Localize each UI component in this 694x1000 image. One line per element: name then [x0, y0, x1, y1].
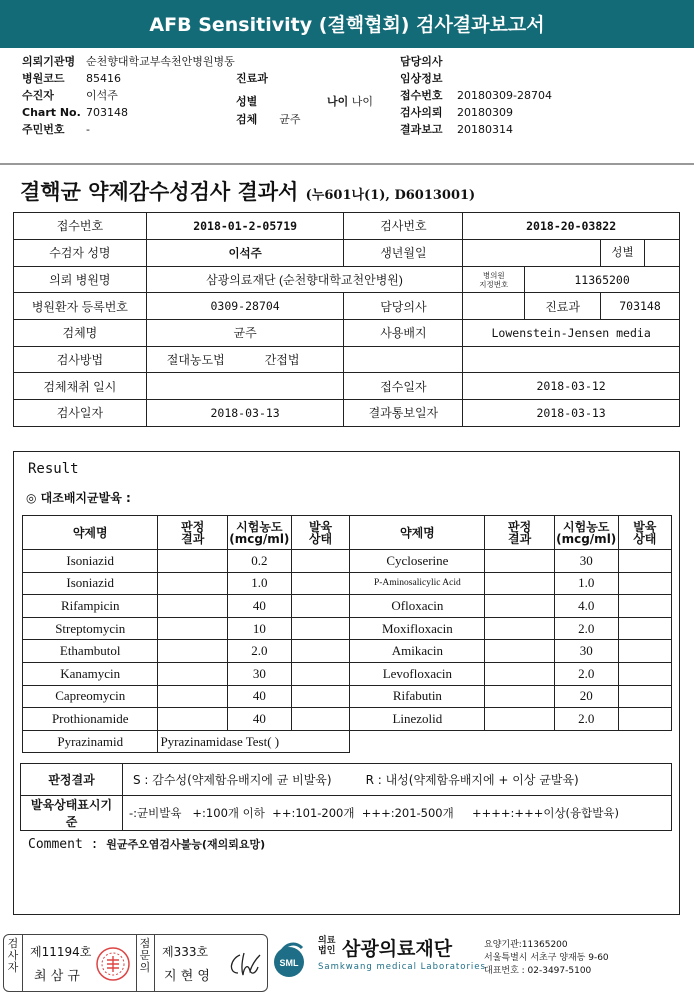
tested-value: 2018-03-13 [146, 400, 344, 427]
pza-name: Pyrazinamid [23, 730, 158, 753]
control-growth-label: ◎ 대조배지균발육 : [26, 491, 131, 505]
drug-name: Amikacin [350, 640, 485, 663]
age-field [327, 94, 373, 110]
label-resident-no: 주민번호 [22, 123, 65, 136]
inspector-seal-icon [94, 945, 132, 983]
value-requested: 20180309 [457, 106, 513, 119]
reg-no-label: 병원환자 등록번호 [14, 293, 147, 320]
method-indirect: 간접법 [264, 353, 300, 368]
doctor-value [463, 293, 525, 320]
specimen-name-label: 검체명 [14, 320, 147, 347]
judge-legend-label: 판정결과 [21, 764, 123, 796]
method-values [146, 346, 344, 373]
drug-judge [485, 572, 555, 595]
drug-name: Capreomycin [23, 685, 158, 708]
drug-row [23, 595, 672, 618]
comment-text: 원균주오염검사불능(재의뢰요망) [106, 838, 266, 851]
drug-growth [618, 640, 671, 663]
header-growth-left: 발육 상태 [291, 516, 350, 550]
method-empty-1 [344, 346, 463, 373]
sig-divider-2 [136, 935, 137, 991]
corp-label: 의료 법인 [318, 936, 336, 956]
notified-label: 결과통보일자 [344, 400, 463, 427]
drug-name: Ethambutol [23, 640, 158, 663]
drug-growth [291, 685, 350, 708]
header-info-right [400, 54, 552, 138]
patient-name-label: 수검자 성명 [14, 239, 147, 266]
inspector-label [6, 938, 20, 974]
drug-row [23, 685, 672, 708]
inspector-no: 제11194호 [30, 945, 92, 959]
drug-sensitivity-table [22, 515, 672, 753]
drug-growth [618, 708, 671, 731]
drug-conc: 30 [554, 640, 618, 663]
dept-value: 703148 [601, 293, 680, 320]
hospital-label: 의뢰 병원명 [14, 266, 147, 293]
drug-name: P-Aminosalicylic Acid [350, 572, 485, 595]
drug-judge [485, 708, 555, 731]
drug-conc: 40 [227, 595, 291, 618]
drug-conc: 2.0 [554, 708, 618, 731]
header-drug-right: 약제명 [350, 516, 485, 550]
pathologist-label-text: 점문의 [139, 937, 151, 974]
foundation-logo-icon [272, 938, 310, 982]
drug-judge [158, 572, 228, 595]
label-sex: 성별 [236, 95, 258, 108]
test-no-value: 2018-20-03822 [463, 213, 680, 240]
drug-growth [291, 708, 350, 731]
label-dept: 진료과 [236, 72, 268, 85]
foundation-contact [484, 939, 609, 978]
header-growth-right: 발육 상태 [618, 516, 671, 550]
drug-conc: 4.0 [554, 595, 618, 618]
document-code: (누601나(1), D6013001) [305, 188, 476, 203]
document-title [20, 176, 475, 206]
drug-judge [158, 640, 228, 663]
drug-row [23, 550, 672, 573]
label-clinical-info: 임상정보 [400, 72, 443, 85]
drug-judge [158, 550, 228, 573]
inspector-label-text: 검사자 [7, 937, 19, 974]
pza-empty [350, 730, 672, 753]
drug-judge [158, 662, 228, 685]
drug-conc: 40 [227, 685, 291, 708]
header-info-left [22, 54, 235, 138]
drug-row [23, 572, 672, 595]
foundation-tel: 대표번호 : 02-3497-5100 [484, 966, 592, 976]
sig-divider-1 [22, 935, 23, 991]
comment-label: Comment : [28, 837, 99, 852]
collect-value [146, 373, 344, 400]
judge-legend-s: S : 감수성(약제함유배지에 균 비발육) [133, 773, 332, 787]
drug-name: Streptomycin [23, 617, 158, 640]
drug-conc: 40 [227, 708, 291, 731]
drug-conc: 1.0 [227, 572, 291, 595]
header-conc-left: 시험농도 (mcg/ml) [227, 516, 291, 550]
test-no-label: 검사번호 [344, 213, 463, 240]
sex-cell [601, 239, 680, 266]
drug-conc: 30 [227, 662, 291, 685]
drug-growth [618, 685, 671, 708]
reception-no-label: 접수번호 [14, 213, 147, 240]
drug-name: Isoniazid [23, 550, 158, 573]
foundation-eng: Samkwang medical Laboratories [318, 962, 486, 972]
drug-conc: 30 [554, 550, 618, 573]
collect-label: 검체채취 일시 [14, 373, 147, 400]
method-empty-2 [463, 346, 680, 373]
drug-growth [291, 617, 350, 640]
legend-table [20, 763, 672, 831]
inspector-name: 최 삼 규 [34, 969, 80, 984]
drug-conc: 2.0 [554, 662, 618, 685]
drug-name: Ofloxacin [350, 595, 485, 618]
drug-growth [618, 550, 671, 573]
drug-name: Kanamycin [23, 662, 158, 685]
drug-judge [158, 595, 228, 618]
judge-legend-r: R : 내성(약제함유배지에 + 이상 균발육) [365, 773, 579, 787]
drug-judge [158, 708, 228, 731]
foundation-name: 삼광의료재단 [342, 938, 453, 960]
notified-value: 2018-03-13 [463, 400, 680, 427]
patient-name-value: 이석주 [146, 239, 344, 266]
designated-no-label: 병의원 지정번호 [463, 266, 525, 293]
pza-test: Pyrazinamidase Test( ) [158, 730, 350, 753]
drug-judge [485, 550, 555, 573]
drug-judge [485, 617, 555, 640]
logo-sml-text: SML [279, 958, 299, 968]
dept-label: 진료과 [525, 293, 601, 320]
drug-growth [291, 595, 350, 618]
drug-name: Rifampicin [23, 595, 158, 618]
received-label: 접수일자 [344, 373, 463, 400]
method-label: 검사방법 [14, 346, 147, 373]
media-label: 사용배지 [344, 320, 463, 347]
growth-legend-label: 발육상태표시기준 [21, 796, 123, 831]
tested-label: 검사일자 [14, 400, 147, 427]
drug-name: Isoniazid [23, 572, 158, 595]
drug-row [23, 708, 672, 731]
label-requester: 의뢰기관명 [22, 55, 76, 68]
drug-judge [485, 595, 555, 618]
label-specimen: 검체 [236, 113, 258, 126]
label-reported: 결과보고 [400, 123, 443, 136]
drug-growth [618, 662, 671, 685]
comment [28, 836, 265, 852]
value-reported: 20180314 [457, 123, 513, 136]
drug-growth [291, 572, 350, 595]
drug-name: Cycloserine [350, 550, 485, 573]
label-age: 나이 [327, 95, 349, 108]
sex-label: 성별 [601, 240, 645, 266]
drug-row [23, 662, 672, 685]
drug-name: Rifabutin [350, 685, 485, 708]
header-judge-right: 판정 결과 [485, 516, 555, 550]
header-conc-right: 시험농도 (mcg/ml) [554, 516, 618, 550]
drug-growth [618, 572, 671, 595]
pathologist-label [138, 938, 152, 974]
label-doctor: 담당의사 [400, 55, 443, 68]
label-patient: 수진자 [22, 89, 54, 102]
media-value: Lowenstein-Jensen media [463, 320, 680, 347]
patient-info-table [13, 212, 680, 427]
drug-name: Moxifloxacin [350, 617, 485, 640]
drug-row [23, 640, 672, 663]
document-title-text: 결핵균 약제감수성검사 결과서 [20, 179, 299, 204]
method-absolute: 절대농도법 [166, 353, 225, 368]
drug-growth [291, 640, 350, 663]
designated-no-value: 11365200 [525, 266, 680, 293]
foundation-address: 서울특별시 서초구 양재동 9-60 [484, 953, 609, 963]
label-receipt-no: 접수번호 [400, 89, 443, 102]
drug-growth [291, 550, 350, 573]
label-chart-no: Chart No. [22, 106, 81, 119]
value-specimen: 균주 [279, 113, 301, 126]
specimen-name-value: 균주 [146, 320, 344, 347]
judge-legend-values [123, 764, 672, 796]
drug-row [23, 617, 672, 640]
value-receipt-no: 20180309-28704 [457, 89, 552, 102]
value-requester: 순천향대학교부속천안병원병동 [86, 55, 235, 68]
report-title: AFB Sensitivity (결핵협회) 검사결과보고서 [149, 14, 545, 36]
drug-judge [158, 685, 228, 708]
result-title: Result [28, 461, 79, 477]
drug-judge [158, 617, 228, 640]
value-resident-no: - [86, 123, 90, 136]
pathologist-signature-icon [226, 949, 264, 979]
drug-growth [618, 617, 671, 640]
drug-conc: 2.0 [554, 617, 618, 640]
drug-growth [291, 662, 350, 685]
received-value: 2018-03-12 [463, 373, 680, 400]
reg-no-value: 0309-28704 [146, 293, 344, 320]
drug-name: Levofloxacin [350, 662, 485, 685]
drug-judge [485, 685, 555, 708]
signature-box [3, 934, 268, 992]
label-requested: 검사의뢰 [400, 106, 443, 119]
drug-growth [618, 595, 671, 618]
drug-conc: 0.2 [227, 550, 291, 573]
reception-no-value: 2018-01-2-05719 [146, 213, 344, 240]
drug-name: Linezolid [350, 708, 485, 731]
drug-conc: 1.0 [554, 572, 618, 595]
value-chart-no: 703148 [86, 106, 128, 119]
pathologist-no: 제333호 [162, 945, 209, 959]
drug-name: Prothionamide [23, 708, 158, 731]
pathologist-name: 지 현 영 [164, 969, 210, 984]
report-title-bar [0, 0, 694, 48]
drug-conc: 2.0 [227, 640, 291, 663]
hospital-value: 삼광의료재단 (순천향대학교천안병원) [146, 266, 463, 293]
header-divider [0, 163, 694, 165]
specimen-field [236, 112, 301, 128]
foundation-code: 요양기관:11365200 [484, 940, 568, 950]
dob-label: 생년월일 [344, 239, 463, 266]
drug-conc: 20 [554, 685, 618, 708]
drug-judge [485, 640, 555, 663]
doctor-label: 담당의사 [344, 293, 463, 320]
value-age: 나이 [351, 95, 374, 108]
value-patient: 이석주 [86, 89, 118, 102]
dob-value [463, 239, 601, 266]
drug-judge [485, 662, 555, 685]
label-hospital-code: 병원코드 [22, 72, 65, 85]
value-hospital-code: 85416 [86, 72, 121, 85]
header-judge-left: 판정 결과 [158, 516, 228, 550]
sig-divider-3 [154, 935, 155, 991]
drug-conc: 10 [227, 617, 291, 640]
growth-legend-value: -:균비발육 +:100개 이하 ++:101-200개 +++:201-500개 ++++:+++이상(융합발육) [123, 796, 672, 831]
header-drug-left: 약제명 [23, 516, 158, 550]
